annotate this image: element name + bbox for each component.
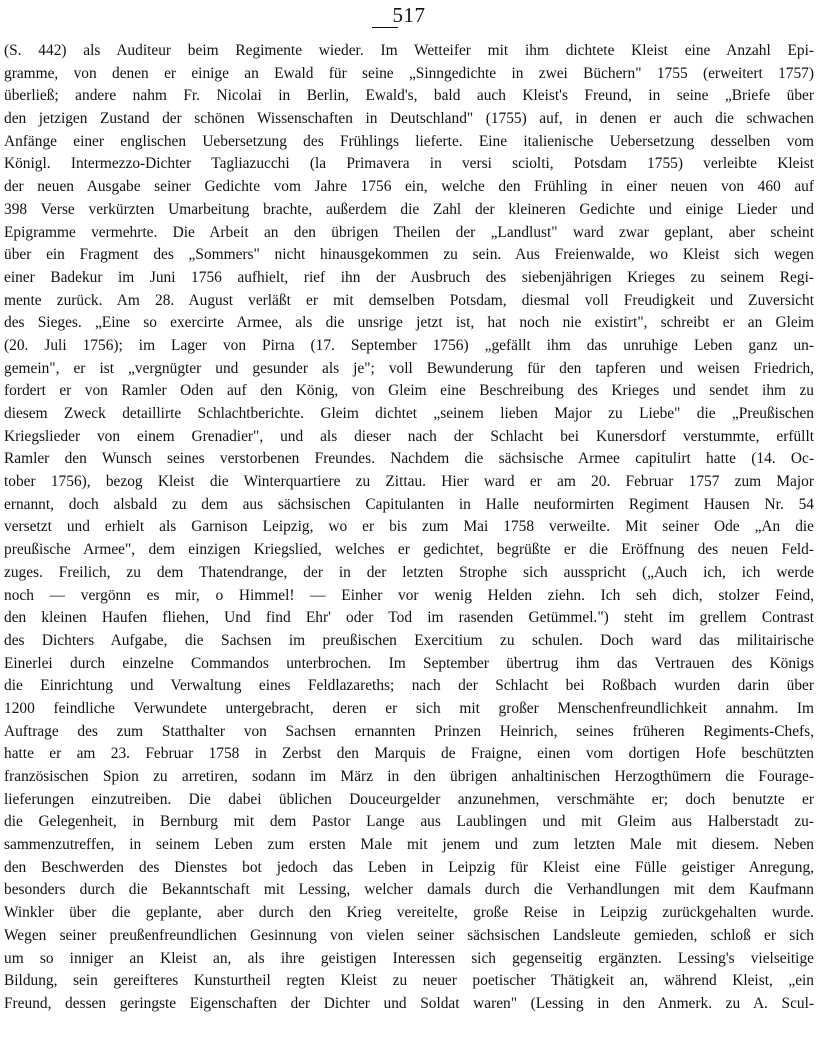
text-line: besonders durch die Bekanntschaft mit Lessing, welcher damals durch die Verhandlungen mit dem Kaufmann xyxy=(4,881,814,899)
text-line: den kleinen Haufen fliehen, Und find Ehr' oder Tod im rasenden Getümmel.") steht im grellem Contrast xyxy=(4,609,814,627)
text-line: gemein", er ist „vergnügter und gesunder als je"; voll Bewunderung für den tapferen und weisen Friedrich, xyxy=(4,359,814,377)
text-line: 1200 feindliche Verwundete untergebracht, deren er sich mit großer Menschenfreundlichkeit annahm. Im xyxy=(4,699,814,717)
text-line: über ein Fragment des „Sommers" nicht hinausgekommen zu sein. Aus Freienwalde, wo Kleist sich wegen xyxy=(4,246,814,264)
text-line: (20. Juli 1756); im Lager von Pirna (17. September 1756) „gefällt ihm das unruhige Leben ganz un- xyxy=(4,336,814,354)
text-line: hatte er am 23. Februar 1758 in Zerbst den Marquis de Fraigne, einen vom dortigen Hofe beschützten xyxy=(4,745,814,763)
text-line: versetzt und erhielt als Garnison Leipzig, wo er bis zum Mai 1758 verweilte. Mit seiner Ode „An die xyxy=(4,518,814,536)
text-line: überließ; andere nahm Fr. Nicolai in Berlin, Ewald's, bald auch Kleist's Freund, in seine „Briefe über xyxy=(4,87,814,105)
body-text xyxy=(4,40,814,1016)
text-line: um so inniger an Kleist an, als ihre geistigen Interessen sich gegenseitig ergänzten. Lessing's vielseitige xyxy=(4,949,814,967)
text-line: Kriegslieder von einem Grenadier", und als dieser nach der Schlacht bei Kunersdorf verstummte, erfüllt xyxy=(4,427,814,445)
text-line: mente zurück. Am 28. August verläßt er mit demselben Potsdam, diesmal voll Freudigkeit und Zuversicht xyxy=(4,291,814,309)
text-line: preußische Armee", dem einzigen Kriegslied, welches er gedichtet, begrüßte er die Eröffnung des neuen Feld- xyxy=(4,541,814,559)
text-line: Königl. Intermezzo-Dichter Tagliazucchi (la Primavera in versi sciolti, Potsdam 1755) verleibte Kleist xyxy=(4,155,814,173)
text-line: einer Badekur im Juni 1756 aufhielt, rief ihn der Ausbruch des siebenjährigen Krieges zu seinem Regi- xyxy=(4,268,814,286)
text-line: lieferungen einzutreiben. Die dabei üblichen Douceurgelder anzunehmen, verschmähte er; doch benutzte er xyxy=(4,790,814,808)
text-line: (S. 442) als Auditeur beim Regimente wieder. Im Wetteifer mit ihm dichtete Kleist eine Anzahl Epi- xyxy=(4,42,814,59)
text-line: sammenzutreffen, in seinem Leben zum ersten Male mit jenem und zum letzten Male mit diesem. Neben xyxy=(4,836,814,854)
text-line: Bildung, sein gereifteres Kunsturtheil regten Kleist zu neuer poetischer Thätigkeit an, während Kleist, „ein xyxy=(4,972,814,990)
text-line: 398 Verse verkürzten Umarbeitung brachte, außerdem die Zahl der kleineren Gedichte und einige Lieder und xyxy=(4,200,814,218)
text-line: noch — vergönn es mir, o Himmel! — Einher vor wenig Helden ziehn. Ich seh dich, stolzer Feind, xyxy=(4,586,814,604)
text-line: fordert er von Ramler Oden auf den König, von Gleim eine Beschreibung des Krieges und sendet ihm zu xyxy=(4,382,814,400)
text-line: tober 1756), bezog Kleist die Winterquartiere zu Zittau. Hier ward er am 20. Februar 1757 zum Major xyxy=(4,473,814,491)
text-line: die Gelegenheit, in Bernburg mit dem Pastor Lange aus Laublingen und mit Gleim aus Halberstadt zu- xyxy=(4,813,814,831)
text-line: Anfänge einer englischen Uebersetzung des Frühlings lieferte. Eine italienische Uebersetzung desselben vom xyxy=(4,132,814,150)
text-line: Epigramme vermehrte. Die Arbeit an den übrigen Theilen der „Landlust" ward zwar geplant, aber scheint xyxy=(4,223,814,241)
text-line: Winkler über die geplante, aber durch den Krieg vereitelte, große Reise in Leipzig zurückgehalten wurde. xyxy=(4,904,814,922)
text-line: Wegen seiner preußenfreundlichen Gesinnung von vielen seiner sächsischen Landsleute gemieden, schloß er sich xyxy=(4,926,814,944)
text-line: diesem Zweck detaillirte Schlachtberichte. Gleim dichtet „seinem lieben Major zu Liebe" die „Preußischen xyxy=(4,405,814,422)
text-line: des Sieges. „Eine so exercirte Armee, als die unsrige jetzt ist, hat noch nie existirt", schreibt er an Gleim xyxy=(4,314,814,332)
page-number: 517 xyxy=(392,3,426,27)
text-line: den jetzigen Zustand der schönen Wissenschaften in Deutschland" (1755) auf, in denen er auch die schwachen xyxy=(4,110,814,128)
text-line: ernannt, doch alsbald zu dem aus sächsischen Capitulanten in Halle neuformirten Regiment Hausen Nr. 54 xyxy=(4,495,814,513)
text-line: Auftrage des zum Statthalter von Sachsen ernannten Prinzen Heinrich, seines früheren Regiments-Chefs, xyxy=(4,722,814,740)
text-line: den Beschwerden des Dienstes bot jedoch das Leben in Leipzig für Kleist eine Fülle geistiger Anregung, xyxy=(4,858,814,876)
page-number-underline xyxy=(372,27,398,28)
text-line: zuges. Freilich, zu dem Thatendrange, der in der letzten Strophe sich ausspricht („Auch ich, ich werde xyxy=(4,563,814,581)
text-line: Einerlei durch einzelne Commandos unterbrochen. Im September übertrug ihm das Vertrauen des Königs xyxy=(4,654,814,672)
text-line: Freund, dessen geringste Eigenschaften der Dichter und Soldat waren" (Lessing in den Anmerk. zu A. Scul- xyxy=(4,994,814,1012)
text-line: des Dichters Aufgabe, die Sachsen im preußischen Exercitium zu schulen. Doch ward das militairische xyxy=(4,631,814,649)
text-line: gramme, von denen er einige an Ewald für seine „Sinngedichte in zwei Büchern" 1755 (erweitert 1757) xyxy=(4,64,814,82)
text-line: Ramler den Wunsch seines verstorbenen Freundes. Nachdem die sächsische Armee capitulirt hatte (14. Oc- xyxy=(4,450,814,468)
text-line: der neuen Ausgabe seiner Gedichte vom Jahre 1756 ein, welche den Frühling in einer neuen von 460 auf xyxy=(4,178,814,196)
text-line: französischen Spion zu arretiren, sodann im März in den übrigen anhaltinischen Herzogthümern die Fourage- xyxy=(4,768,814,785)
text-line: die Einrichtung und Verwaltung eines Feldlazareths; nach der Schlacht bei Roßbach wurden darin über xyxy=(4,677,814,695)
